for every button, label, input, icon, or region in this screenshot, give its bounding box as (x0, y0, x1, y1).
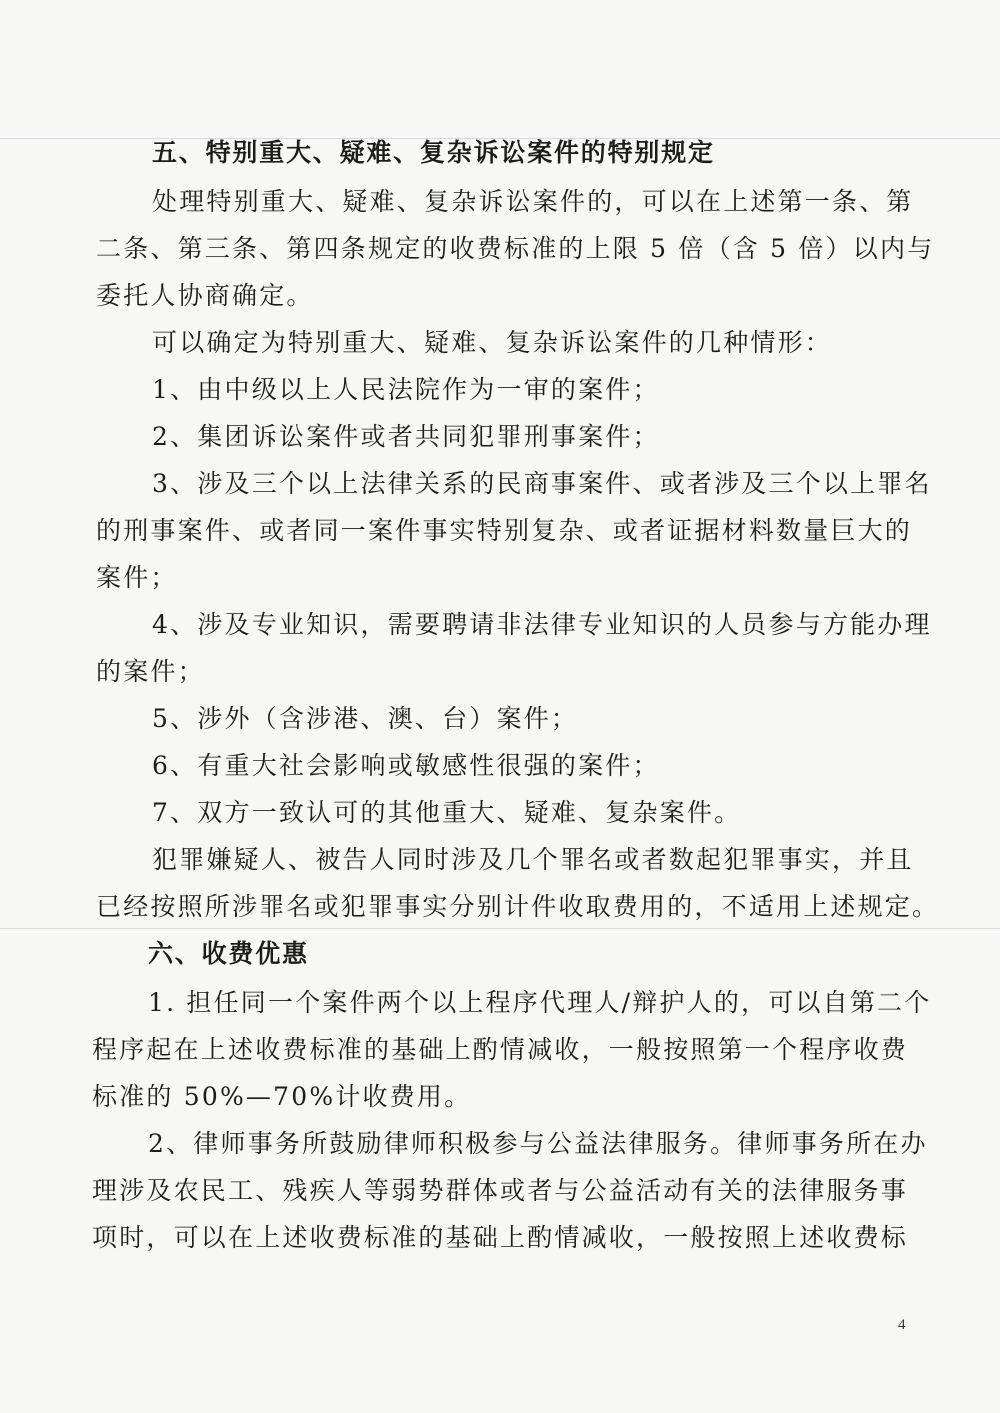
ruled-line (0, 928, 1000, 929)
section-6-list-item-1-line-2: 程序起在上述收费标准的基础上酌情减收，一般按照第一个程序收费 (92, 1035, 909, 1064)
section-5-list-item-3-line-1: 3、涉及三个以上法律关系的民商事案件、或者涉及三个以上罪名 (152, 469, 932, 498)
section-5-list-item-4-line-2: 的案件； (96, 657, 205, 686)
section-5-list-item-4-line-1: 4、涉及专业知识，需要聘请非法律专业知识的人员参与方能办理 (152, 610, 932, 639)
section-5-list-item-1: 1、由中级以上人民法院作为一审的案件； (152, 375, 660, 404)
section-5-list-item-5: 5、涉外（含涉港、澳、台）案件； (152, 704, 579, 733)
section-5-paragraph-2: 可以确定为特别重大、疑难、复杂诉讼案件的几种情形： (152, 328, 833, 357)
section-5-list-item-3-line-3: 案件； (96, 563, 178, 592)
section-6-heading: 六、收费优惠 (148, 939, 309, 968)
section-5-list-item-6: 6、有重大社会影响或敏感性很强的案件； (152, 751, 660, 780)
section-5-paragraph-1-line-3: 委托人协商确定。 (96, 281, 314, 310)
page-number: 4 (898, 1317, 906, 1333)
section-5-heading: 五、特别重大、疑难、复杂诉讼案件的特别规定 (152, 138, 715, 167)
section-5-list-item-2: 2、集团诉讼案件或者共同犯罪刑事案件； (152, 422, 660, 451)
section-5-list-item-3-line-2: 的刑事案件、或者同一案件事实特别复杂、或者证据材料数量巨大的 (96, 516, 913, 545)
section-5-paragraph-1-line-1: 处理特别重大、疑难、复杂诉讼案件的，可以在上述第一条、第 (152, 187, 914, 216)
section-5-list-item-7: 7、双方一致认可的其他重大、疑难、复杂案件。 (152, 798, 742, 827)
section-6-list-item-2-line-2: 理涉及农民工、残疾人等弱势群体或者与公益活动有关的法律服务事 (92, 1176, 909, 1205)
section-5-paragraph-1-line-2: 二条、第三条、第四条规定的收费标准的上限 5 倍（含 5 倍）以内与 (96, 234, 935, 263)
section-6-list-item-2-line-1: 2、律师事务所鼓励律师积极参与公益法律服务。律师事务所在办 (148, 1129, 928, 1158)
section-5-paragraph-3-line-2: 已经按照所涉罪名或犯罪事实分别计件收取费用的，不适用上述规定。 (96, 892, 940, 921)
section-5-paragraph-3-line-1: 犯罪嫌疑人、被告人同时涉及几个罪名或者数起犯罪事实，并且 (152, 845, 914, 874)
section-6-list-item-1-line-1: 1. 担任同一个案件两个以上程序代理人/辩护人的，可以自第二个 (148, 988, 932, 1017)
section-6-list-item-2-line-3: 项时，可以在上述收费标准的基础上酌情减收，一般按照上述收费标 (92, 1223, 909, 1252)
section-6-list-item-1-line-3: 标准的 50%—70%计收费用。 (92, 1082, 472, 1111)
